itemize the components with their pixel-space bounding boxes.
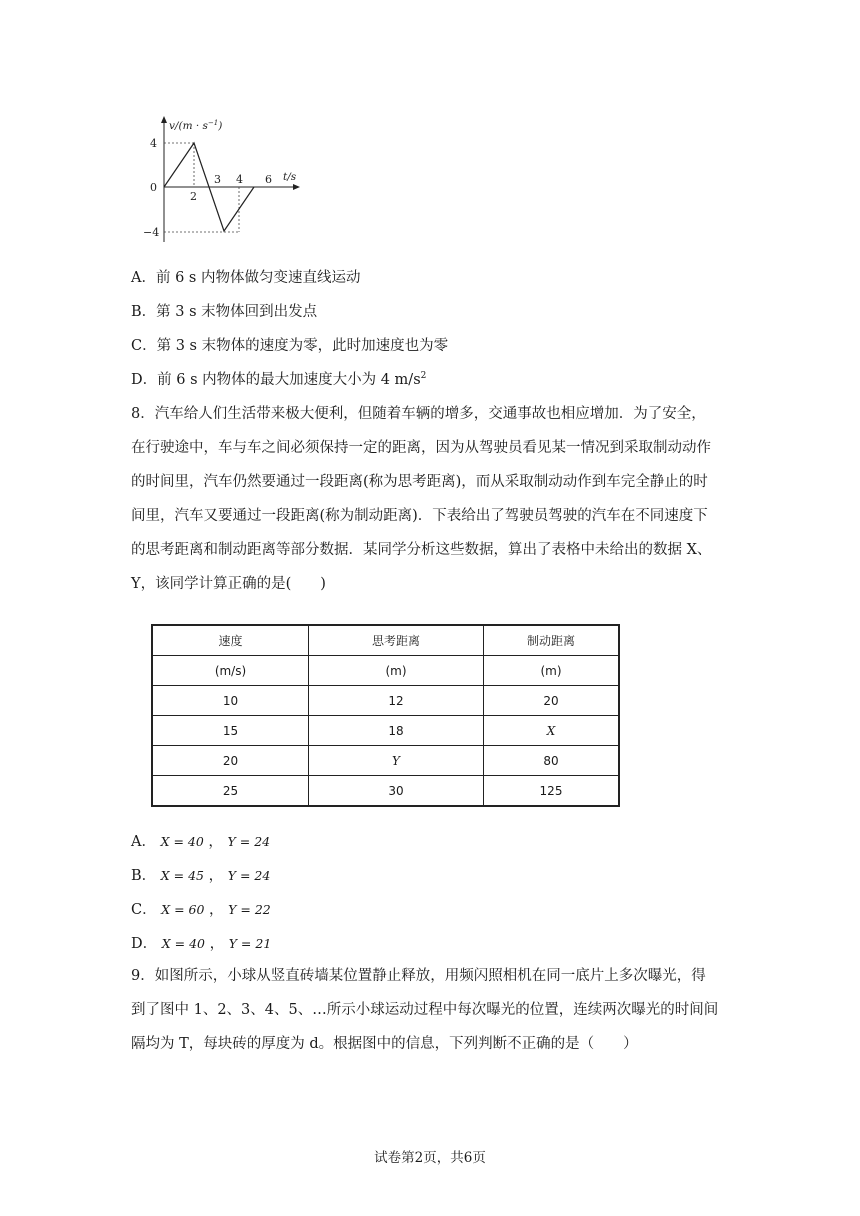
option-letter: C． [131,902,157,918]
table-cell: 18 [309,716,484,746]
table-cell: 15 [152,716,309,746]
unit-cell: (m) [484,656,620,686]
unit-cell: (m/s) [152,656,309,686]
q9-line: 9．如图所示，小球从竖直砖墙某位置静止释放，用频闪照相机在同一底片上多次曝光，得 [131,968,706,984]
x-axis-arrow [293,184,300,190]
q8-stem [131,397,731,601]
q8-data-table [151,624,620,807]
table-row [152,746,619,776]
q8-line: 的思考距离和制动距离等部分数据．某同学分析这些数据，算出了表格中未给出的数据 X、 [131,542,712,558]
tick-x-2: 2 [190,190,197,203]
unit-cell: (m) [309,656,484,686]
table-cell: 10 [152,686,309,716]
table-cell: 12 [309,686,484,716]
q9-line: 到了图中 1、2、3、4、5、…所示小球运动过程中每次曝光的位置，连续两次曝光的时间间 [131,1002,719,1018]
tick-x-6: 6 [265,173,272,186]
tick-y-0: 0 [150,181,157,194]
q8-option-a: A． X = 40 ， Y = 24 [131,834,271,850]
q8-option-c: C． X = 60 ， Y = 22 [131,902,271,918]
q8-line: 间里，汽车又要通过一段距离(称为制动距离)．下表给出了驾驶员驾驶的汽车在不同速度下 [131,508,708,524]
tick-x-4: 4 [236,173,243,186]
option-y-value: Y = 22 [228,902,271,917]
option-x-value: X = 45 [160,868,204,883]
table-cell: 125 [484,776,620,807]
q7-option-d-sup: 2 [420,371,427,382]
tick-y-4: 4 [150,137,157,150]
option-x-value: X = 60 [161,902,205,917]
option-y-value: Y = 21 [228,936,272,951]
y-axis-arrow [161,116,167,123]
table-cell: 20 [484,686,620,716]
q8-line: 8．汽车给人们生活带来极大便利，但随着车辆的增多，交通事故也相应增加．为了安全， [131,406,706,422]
velocity-time-graph [138,110,308,250]
option-y-value: Y = 24 [227,868,271,883]
option-letter: A． [131,834,156,850]
option-x-value: X = 40 [160,834,204,849]
table-cell-unknown-y: Y [309,746,484,776]
q7-option-a: A．前 6 s 内物体做匀变速直线运动 [131,270,361,286]
q9-line: 隔均为 T，每块砖的厚度为 d。根据图中的信息，下列判断不正确的是（ ） [131,1036,638,1052]
tick-x-3: 3 [214,173,221,186]
table-cell: 20 [152,746,309,776]
header-cell-braking-distance: 制动距离 [484,625,620,656]
y-axis-label: $v/(m \cdot s^{-1})$ [169,119,223,132]
table-cell: 30 [309,776,484,807]
tick-y-neg4: −4 [143,226,160,239]
q7-option-c: C．第 3 s 末物体的速度为零，此时加速度也为零 [131,338,449,354]
q8-line: 的时间里，汽车仍然要通过一段距离(称为思考距离)，而从采取制动动作到车完全静止的时 [131,474,708,490]
q7-option-b: B．第 3 s 末物体回到出发点 [131,304,318,320]
table-cell: 25 [152,776,309,807]
q9-stem [131,959,731,1061]
table-unit-row [152,656,619,686]
q7-option-d-text: D．前 6 s 内物体的最大加速度大小为 4 m/s [131,372,421,388]
table-cell-unknown-x: X [484,716,620,746]
table-header-row [152,625,619,656]
table-row [152,686,619,716]
header-cell-speed: 速度 [152,625,309,656]
option-letter: D． [131,936,158,952]
q7-option-d [131,370,426,390]
option-x-value: X = 40 [161,936,205,951]
option-y-value: Y = 24 [227,834,271,849]
header-cell-thinking-distance: 思考距离 [309,625,484,656]
q8-option-d: D． X = 40 ， Y = 21 [131,936,272,952]
option-letter: B． [131,868,157,884]
q8-line: 在行驶途中，车与车之间必须保持一定的距离，因为从驾驶员看见某一情况到采取制动动作 [131,440,711,456]
page-footer: 试卷第2页，共6页 [374,1150,486,1166]
q8-option-b: B． X = 45 ， Y = 24 [131,868,271,884]
x-axis-label: t/s [283,171,297,183]
table-cell: 80 [484,746,620,776]
q8-line: Y，该同学计算正确的是( ) [131,576,326,592]
table-row [152,716,619,746]
table-row [152,776,619,807]
